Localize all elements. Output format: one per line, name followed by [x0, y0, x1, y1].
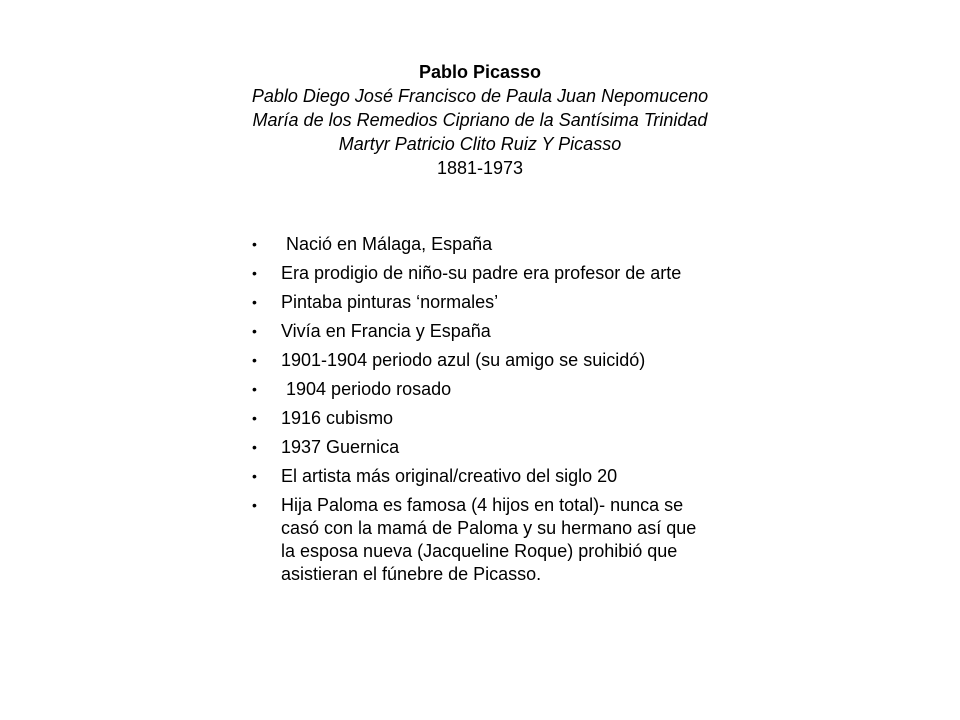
bullet-text: 1901-1904 periodo azul (su amigo se suicidó)	[281, 350, 646, 370]
bullet-icon: •	[252, 265, 257, 281]
bullet-text: 1937 Guernica	[281, 437, 400, 457]
bullet-item	[252, 291, 712, 314]
bullet-text: Era prodigio de niño-su padre era profesor de arte	[281, 263, 682, 283]
bullet-icon: •	[252, 294, 257, 310]
bullet-icon: •	[252, 468, 257, 484]
bullet-icon: •	[252, 497, 257, 513]
bullet-icon: •	[252, 236, 257, 252]
slide-header	[240, 60, 720, 180]
bullet-text: El artista más original/creativo del siglo 20	[281, 466, 618, 486]
bullet-text: Pintaba pinturas ‘normales’	[281, 292, 499, 312]
bullet-item	[252, 465, 712, 488]
bullet-text: Nació en Málaga, España	[281, 234, 493, 254]
bullet-text: 1904 periodo rosado	[281, 379, 452, 399]
bullet-icon: •	[252, 381, 257, 397]
bullet-list	[252, 233, 712, 592]
bullet-item	[252, 436, 712, 459]
bullet-item	[252, 407, 712, 430]
bullet-item	[252, 349, 712, 372]
bullet-text: Hija Paloma es famosa (4 hijos en total)- nunca se casó con la mamá de Paloma y su hermano así que la esposa nueva (Jacqueline Roque) prohibió que asistieran el fúnebre de Picasso.	[281, 495, 697, 584]
bullet-icon: •	[252, 323, 257, 339]
bullet-item	[252, 233, 712, 256]
slide-title: Pablo Picasso	[418, 62, 542, 82]
bullet-item	[252, 378, 712, 401]
bullet-item	[252, 320, 712, 343]
life-years: 1881-1973	[436, 158, 524, 178]
bullet-item	[252, 494, 712, 586]
full-name: Pablo Diego José Francisco de Paula Juan Nepomuceno María de los Remedios Cipriano de la Santísima Trinidad Martyr Patricio Clito Ruiz Y Picasso	[251, 86, 709, 154]
bullet-text: Vivía en Francia y España	[281, 321, 491, 341]
bullet-icon: •	[252, 352, 257, 368]
bullet-icon: •	[252, 439, 257, 455]
bullet-text: 1916 cubismo	[281, 408, 394, 428]
bullet-icon: •	[252, 410, 257, 426]
bullet-item	[252, 262, 712, 285]
